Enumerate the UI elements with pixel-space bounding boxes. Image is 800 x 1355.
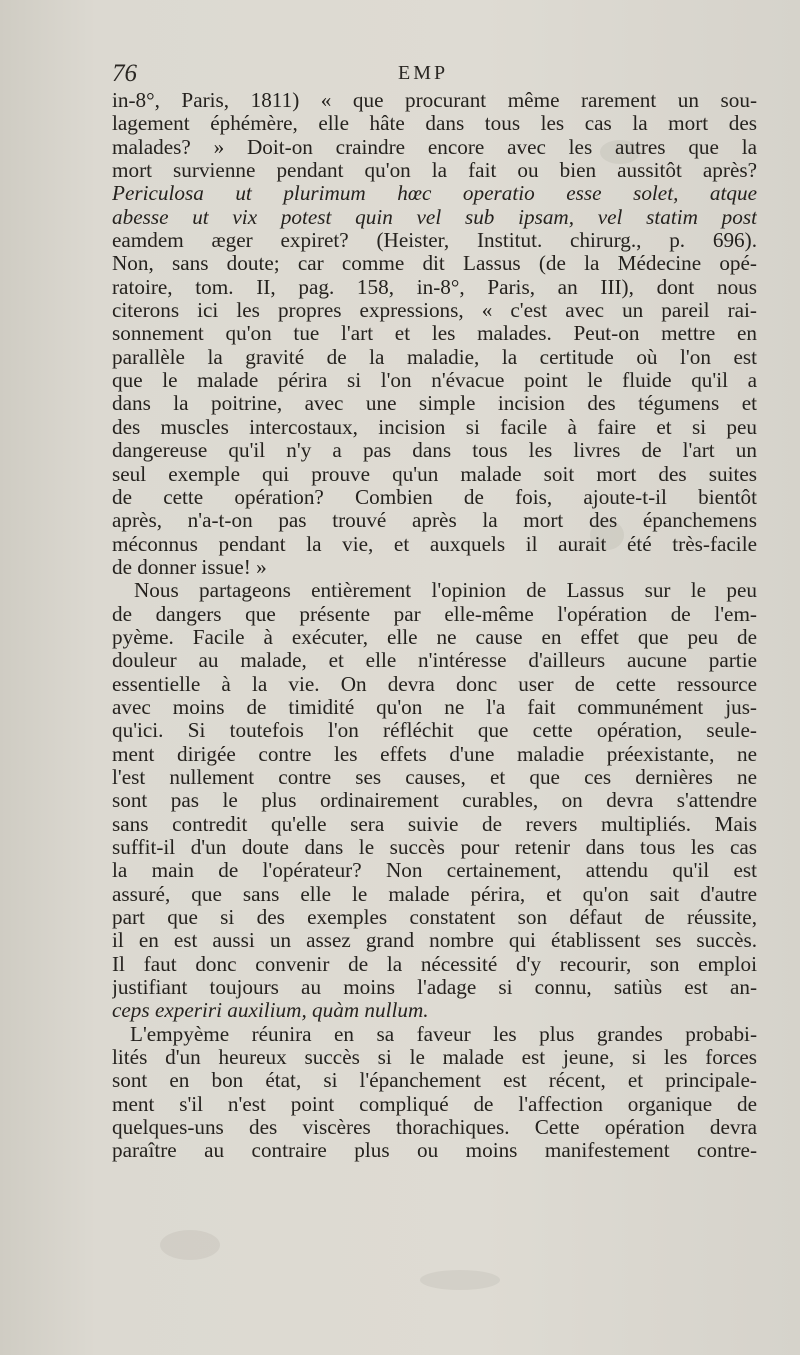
text-line: in-8°, Paris, 1811) « que procurant même rarement un sou- — [112, 89, 757, 112]
text-line: de dangers que présente par elle-même l'opération de l'em- — [112, 602, 757, 626]
text-line: quelques-uns des viscères thorachiques. Cette opération devra — [112, 1116, 757, 1140]
text-line: qu'ici. Si toutefois l'on réfléchit que cette opération, seule- — [112, 719, 757, 743]
text-line: de cette opération? Combien de fois, ajoute-t-il bientôt — [112, 485, 757, 509]
text-line: justifiant toujours au moins l'adage si connu, satiùs est an- — [112, 976, 757, 1000]
text-line: Non, sans doute; car comme dit Lassus (de la Médecine opé- — [112, 252, 757, 276]
text-line: Il faut donc convenir de la nécessité d'y recourir, son emploi — [112, 952, 757, 976]
text-line: parallèle la gravité de la maladie, la certitude où l'on est — [112, 345, 757, 369]
text-line: abesse ut vix potest quin vel sub ipsam, vel statim post — [112, 205, 757, 229]
text-line: sont pas le plus ordinairement curables, on devra s'attendre — [112, 789, 757, 813]
paper-spot — [420, 1270, 500, 1290]
text-line: pyème. Facile à exécuter, elle ne cause en effet que peu de — [112, 625, 757, 649]
text-line: sans contredit qu'elle sera suivie de revers multipliés. Mais — [112, 812, 757, 836]
text-line: l'est nullement contre ses causes, et que ces dernières ne — [112, 765, 757, 789]
text-line: la main de l'opérateur? Non certainement, attendu qu'il est — [112, 859, 757, 883]
text-line: seul exemple qui prouve qu'un malade soit mort des suites — [112, 462, 757, 486]
text-line: sont en bon état, si l'épanchement est récent, et principale- — [112, 1069, 757, 1093]
text-line: que le malade périra si l'on n'évacue point le fluide qu'il a — [112, 369, 757, 393]
text-line: dangereuse qu'il n'y a pas dans tous les livres de l'art un — [112, 439, 757, 463]
text-line: Periculosa ut plurimum hœc operatio esse solet, atque — [112, 182, 757, 206]
text-line: ment dirigée contre les effets d'une maladie préexistante, ne — [112, 742, 757, 766]
text-line: de donner issue! » — [112, 555, 267, 579]
text-line: lités d'un heureux succès si le malade est jeune, si les forces — [112, 1046, 757, 1070]
text-line: mort survienne pendant qu'on la fait ou bien aussitôt après? — [112, 159, 757, 183]
text-line: malades? » Doit-on craindre encore avec les autres que la — [112, 135, 757, 159]
page-header — [112, 60, 757, 90]
text-line: après, n'a-t-on pas trouvé après la mort des épanchemens — [112, 509, 757, 533]
text-line: dans la poitrine, avec une simple incision des tégumens et — [112, 392, 757, 416]
text-line: il en est aussi un assez grand nombre qui établissent ses succès. — [112, 929, 757, 953]
paper-spot — [160, 1230, 220, 1260]
text-line: L'empyème réunira en sa faveur les plus grandes probabi- — [130, 1022, 757, 1046]
text-line: méconnus pendant la vie, et auxquels il aurait été très-facile — [112, 532, 757, 556]
text-line: douleur au malade, et elle n'intéresse d'ailleurs aucune partie — [112, 649, 757, 673]
text-line: essentielle à la vie. On devra donc user de cette ressource — [112, 672, 757, 696]
text-line: assuré, que sans elle le malade périra, et qu'on sait d'autre — [112, 882, 757, 906]
text-line: Nous partageons entièrement l'opinion de Lassus sur le peu — [134, 579, 757, 603]
text-line: ceps experiri auxilium, quàm nullum. — [112, 999, 429, 1023]
page-number: 76 — [112, 60, 137, 87]
text-line: lagement éphémère, elle hâte dans tous les cas la mort des — [112, 112, 757, 136]
body-text — [112, 89, 757, 1163]
text-line: sonnement qu'on tue l'art et les malades. Peut-on mettre en — [112, 322, 757, 346]
text-line: citerons ici les propres expressions, « c'est avec un pareil rai- — [112, 299, 757, 323]
text-line: ment s'il n'est point compliqué de l'affection organique de — [112, 1092, 757, 1116]
text-line: eamdem æger expiret? (Heister, Institut. chirurg., p. 696). — [112, 229, 757, 253]
text-line: part que si des exemples constatent son défaut de réussite, — [112, 906, 757, 930]
running-head: EMP — [398, 62, 449, 84]
text-line: avec moins de timidité qu'on ne l'a fait communément jus- — [112, 695, 757, 719]
text-line: ratoire, tom. II, pag. 158, in-8°, Paris, an III), dont nous — [112, 275, 757, 299]
text-line: des muscles intercostaux, incision si facile à faire et si peu — [112, 415, 757, 439]
text-line: suffit-il d'un doute dans le succès pour retenir dans tous les cas — [112, 836, 757, 859]
text-line: paraître au contraire plus ou moins manifestement contre- — [112, 1139, 757, 1163]
